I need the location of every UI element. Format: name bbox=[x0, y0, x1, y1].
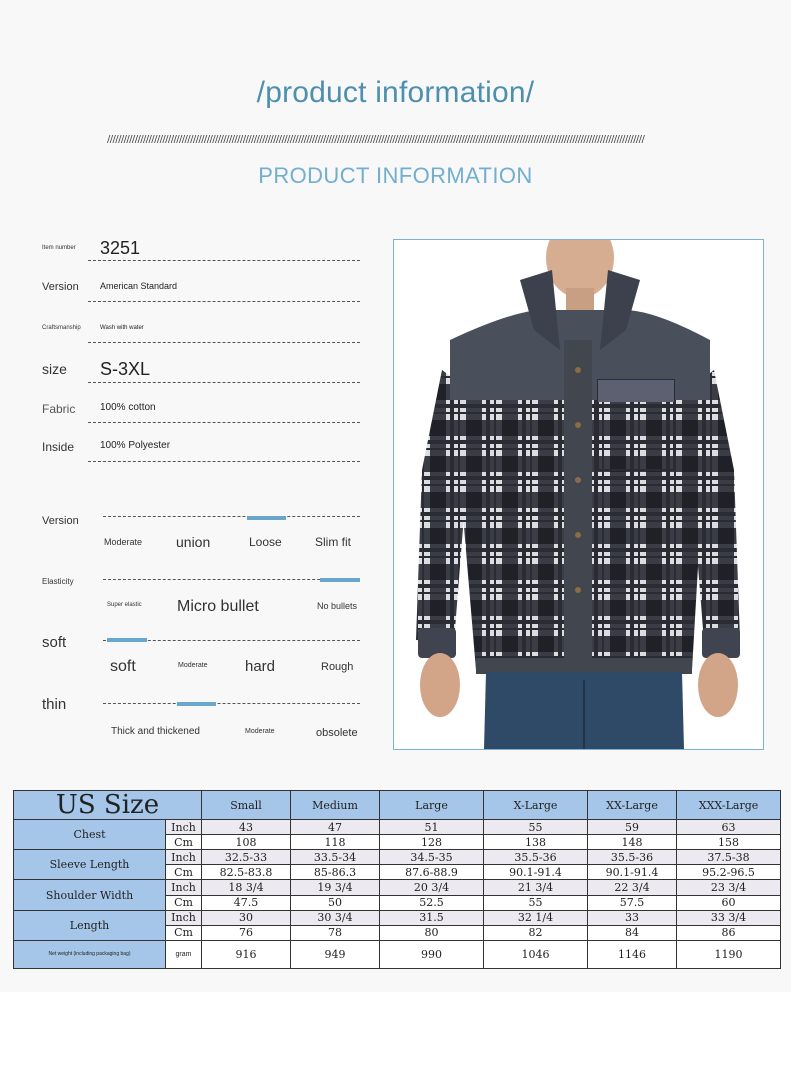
table-row bbox=[14, 820, 781, 835]
size-value: S-3XL bbox=[100, 359, 151, 379]
table-cell: 30 bbox=[202, 910, 291, 925]
info-underline bbox=[88, 382, 360, 383]
table-cell: 128 bbox=[380, 835, 484, 850]
table-cell: 30 3/4 bbox=[291, 910, 380, 925]
table-cell: 118 bbox=[291, 835, 380, 850]
table-cell: 43 bbox=[202, 820, 291, 835]
table-cell: 158 bbox=[677, 835, 781, 850]
attr-elasticity-option: Super elastic bbox=[107, 602, 142, 608]
fabric-label: Fabric bbox=[42, 402, 76, 416]
table-row bbox=[14, 880, 781, 895]
info-underline bbox=[88, 260, 360, 261]
table-cell: 95.2-96.5 bbox=[677, 865, 781, 880]
table-cell: 949 bbox=[291, 940, 380, 968]
table-row bbox=[14, 850, 781, 865]
attr-version-option: Slim fit bbox=[315, 535, 351, 549]
attr-elasticity-label: Elasticity bbox=[42, 577, 74, 586]
table-title: US Size bbox=[14, 791, 202, 820]
table-cell: 148 bbox=[588, 835, 677, 850]
attr-version-option: Loose bbox=[249, 535, 282, 549]
version-label: Version bbox=[42, 281, 79, 293]
info-row-version bbox=[42, 278, 360, 302]
row-name: Chest bbox=[14, 820, 166, 850]
table-cell: 86 bbox=[677, 925, 781, 940]
attr-version-label: Version bbox=[42, 515, 79, 527]
attr-thin-label: thin bbox=[42, 696, 67, 713]
info-row-item-number bbox=[42, 236, 360, 261]
attr-thin-option: Thick and thickened bbox=[111, 726, 200, 737]
version-value: American Standard bbox=[100, 281, 178, 291]
attr-version-marker bbox=[247, 516, 286, 520]
size-column-header: XX-Large bbox=[588, 791, 677, 820]
attr-elasticity-option: Micro bullet bbox=[177, 598, 259, 615]
table-cell: 51 bbox=[380, 820, 484, 835]
table-cell: 916 bbox=[202, 940, 291, 968]
table-cell: 108 bbox=[202, 835, 291, 850]
table-cell: 34.5-35 bbox=[380, 850, 484, 865]
table-cell: 85-86.3 bbox=[291, 865, 380, 880]
attr-soft-label: soft bbox=[42, 634, 67, 651]
table-cell: 47 bbox=[291, 820, 380, 835]
attr-thin-marker bbox=[177, 702, 216, 706]
table-row bbox=[14, 940, 781, 968]
unit-label: Cm bbox=[166, 835, 202, 850]
table-cell: 37.5-38 bbox=[677, 850, 781, 865]
table-cell: 47.5 bbox=[202, 895, 291, 910]
table-cell: 138 bbox=[484, 835, 588, 850]
unit-label: Inch bbox=[166, 820, 202, 835]
table-cell: 1190 bbox=[677, 940, 781, 968]
row-name: Shoulder Width bbox=[14, 880, 166, 910]
weight-row-name: Net weight (including packaging bag) bbox=[14, 940, 166, 968]
attr-version-option: union bbox=[176, 534, 211, 550]
table-cell: 78 bbox=[291, 925, 380, 940]
row-name: Length bbox=[14, 910, 166, 940]
unit-label: Cm bbox=[166, 895, 202, 910]
table-cell: 52.5 bbox=[380, 895, 484, 910]
table-cell: 23 3/4 bbox=[677, 880, 781, 895]
info-row-craftsmanship bbox=[42, 322, 360, 343]
attr-thin-scale bbox=[103, 703, 360, 704]
weight-unit: gram bbox=[166, 940, 202, 968]
table-cell: 80 bbox=[380, 925, 484, 940]
table-cell: 35.5-36 bbox=[484, 850, 588, 865]
table-cell: 22 3/4 bbox=[588, 880, 677, 895]
model-illustration bbox=[394, 240, 763, 749]
table-cell: 32.5-33 bbox=[202, 850, 291, 865]
table-cell: 90.1-91.4 bbox=[484, 865, 588, 880]
attr-elasticity-option: No bullets bbox=[317, 601, 358, 611]
unit-label: Inch bbox=[166, 880, 202, 895]
slash-divider: ////////////////////////////////////////////////////////////////////////////////////////////////////////////////////////////////////////////////////////////////////////////////////////////////// bbox=[107, 134, 645, 145]
attr-soft-option: Rough bbox=[321, 661, 354, 673]
table-header-row bbox=[14, 791, 781, 820]
table-cell: 60 bbox=[677, 895, 781, 910]
table-cell: 76 bbox=[202, 925, 291, 940]
info-underline bbox=[88, 422, 360, 423]
info-row-fabric bbox=[42, 400, 360, 423]
table-row bbox=[14, 910, 781, 925]
table-cell: 33 bbox=[588, 910, 677, 925]
table-cell: 35.5-36 bbox=[588, 850, 677, 865]
attr-version-option: Moderate bbox=[104, 537, 143, 547]
item-number-label: Item number bbox=[42, 245, 76, 251]
size-column-header: Small bbox=[202, 791, 291, 820]
row-name: Sleeve Length bbox=[14, 850, 166, 880]
table-cell: 87.6-88.9 bbox=[380, 865, 484, 880]
table-cell: 90.1-91.4 bbox=[588, 865, 677, 880]
table-cell: 31.5 bbox=[380, 910, 484, 925]
table-cell: 990 bbox=[380, 940, 484, 968]
info-row-inside bbox=[42, 438, 360, 462]
attr-thin-option: obsolete bbox=[316, 727, 358, 739]
table-cell: 1146 bbox=[588, 940, 677, 968]
unit-label: Inch bbox=[166, 850, 202, 865]
table-cell: 63 bbox=[677, 820, 781, 835]
table-cell: 57.5 bbox=[588, 895, 677, 910]
table-cell: 1046 bbox=[484, 940, 588, 968]
attr-soft-marker bbox=[107, 638, 147, 642]
unit-label: Cm bbox=[166, 865, 202, 880]
attr-thin-option: Moderate bbox=[245, 728, 275, 735]
table-cell: 84 bbox=[588, 925, 677, 940]
table-cell: 55 bbox=[484, 820, 588, 835]
attr-elasticity-marker bbox=[320, 578, 360, 582]
size-column-header: Medium bbox=[291, 791, 380, 820]
craftsmanship-label: Craftsmanship bbox=[42, 325, 81, 331]
attr-soft-option: Moderate bbox=[178, 662, 208, 669]
size-column-header: X-Large bbox=[484, 791, 588, 820]
table-cell: 50 bbox=[291, 895, 380, 910]
table-cell: 33 3/4 bbox=[677, 910, 781, 925]
table-cell: 20 3/4 bbox=[380, 880, 484, 895]
inside-label: Inside bbox=[42, 440, 75, 454]
size-chart-table bbox=[13, 790, 781, 969]
table-cell: 18 3/4 bbox=[202, 880, 291, 895]
craftsmanship-value: Wash with water bbox=[100, 325, 144, 331]
table-cell: 59 bbox=[588, 820, 677, 835]
size-label: size bbox=[42, 361, 67, 377]
unit-label: Inch bbox=[166, 910, 202, 925]
page-title: /product information/ bbox=[256, 76, 535, 109]
page-subtitle: PRODUCT INFORMATION bbox=[258, 163, 533, 188]
inside-value: 100% Polyester bbox=[100, 440, 171, 451]
fabric-value: 100% cotton bbox=[100, 402, 156, 413]
table-cell: 55 bbox=[484, 895, 588, 910]
attr-soft-option: hard bbox=[245, 658, 276, 675]
table-cell: 33.5-34 bbox=[291, 850, 380, 865]
unit-label: Cm bbox=[166, 925, 202, 940]
table-cell: 19 3/4 bbox=[291, 880, 380, 895]
product-photo bbox=[393, 239, 764, 750]
table-cell: 82 bbox=[484, 925, 588, 940]
size-column-header: Large bbox=[380, 791, 484, 820]
info-underline bbox=[88, 301, 360, 302]
attr-soft-option: soft bbox=[110, 658, 136, 675]
info-underline bbox=[88, 461, 360, 462]
info-row-size bbox=[42, 357, 360, 383]
item-number-value: 3251 bbox=[100, 238, 141, 258]
bottom-background bbox=[0, 992, 791, 1078]
table-cell: 32 1/4 bbox=[484, 910, 588, 925]
table-cell: 82.5-83.8 bbox=[202, 865, 291, 880]
attr-version-scale bbox=[103, 516, 360, 517]
table-cell: 21 3/4 bbox=[484, 880, 588, 895]
info-underline bbox=[88, 342, 360, 343]
size-column-header: XXX-Large bbox=[677, 791, 781, 820]
